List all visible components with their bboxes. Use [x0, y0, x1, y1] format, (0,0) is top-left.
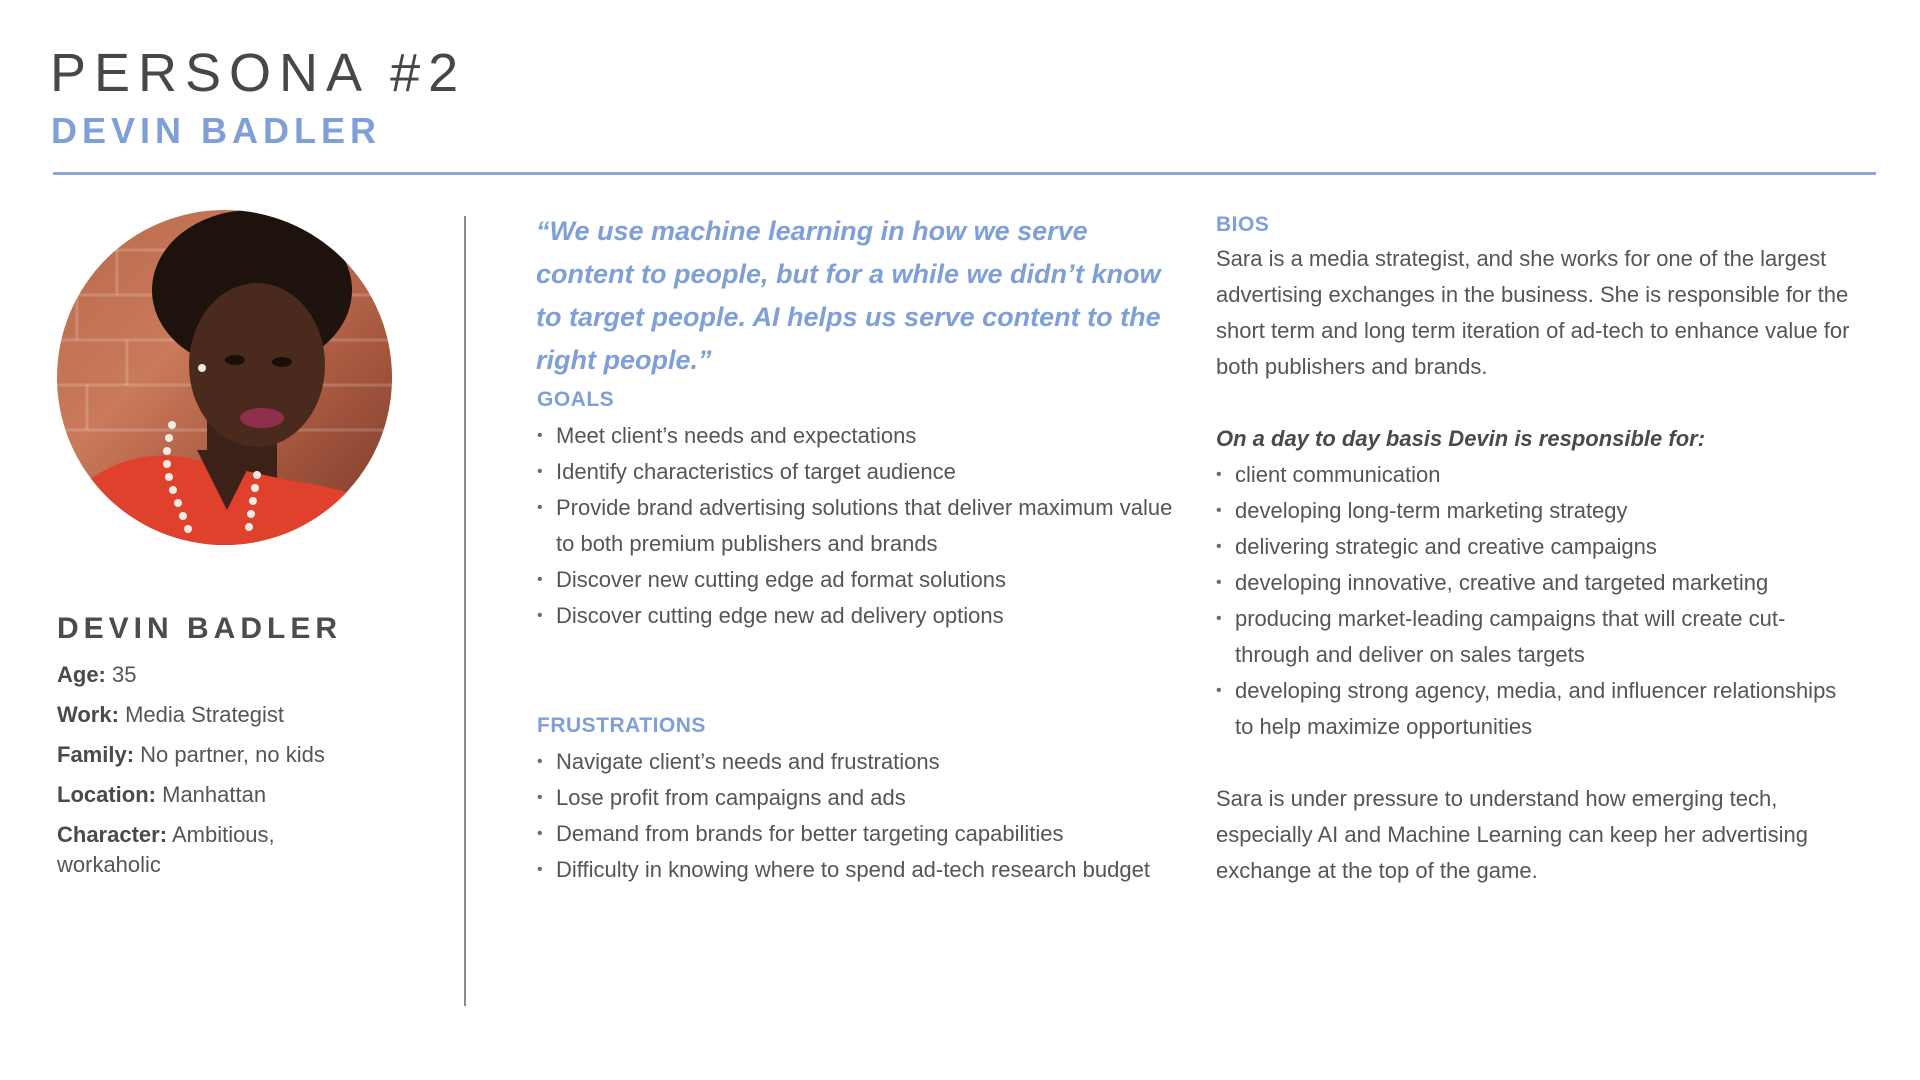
bios-closing-paragraph: Sara is under pressure to understand how emerging tech, especially AI and Machine Learning can keep her advertising exchange at the top of the game.	[1216, 786, 1808, 883]
bios-title: BIOS	[1216, 213, 1270, 236]
frustrations-list	[537, 744, 1177, 888]
list-item: • Lose profit from campaigns and ads	[537, 780, 1177, 816]
bios-paragraph: Sara is a media strategist, and she works for one of the largest advertising exchanges in the business. She is responsible for the short term and long term iteration of ad-tech to enhance value for both publishers and brands.	[1216, 246, 1850, 379]
list-item: • Difficulty in knowing where to spend ad-tech research budget	[537, 852, 1177, 888]
column-divider	[464, 216, 466, 1006]
list-item: • developing long-term marketing strategy	[1216, 493, 1856, 529]
fact-label: Character:	[57, 822, 168, 847]
list-item: • developing strong agency, media, and influencer relationships to help maximize opportunities	[1216, 673, 1856, 745]
persona-quote: “We use machine learning in how we serve content to people, but for a while we didn’t know to target people. AI helps us serve content to the right people.”	[536, 216, 1161, 375]
list-item: • client communication	[1216, 457, 1856, 493]
fact-work	[57, 700, 377, 730]
goals-list	[537, 418, 1177, 634]
list-item: • Meet client’s needs and expectations	[537, 418, 1177, 454]
list-item: • Navigate client’s needs and frustrations	[537, 744, 1177, 780]
list-item: • Discover cutting edge new ad delivery options	[537, 598, 1177, 634]
list-item: • Provide brand advertising solutions that deliver maximum value to both premium publishers and brands	[537, 490, 1177, 562]
fact-value: 35	[112, 662, 137, 687]
profile-name: DEVIN BADLER	[57, 612, 343, 645]
fact-value: Ambitious, workaholic	[57, 822, 275, 877]
bios-section	[1216, 213, 1856, 889]
daily-responsibilities-heading: On a day to day basis Devin is responsible for:	[1216, 426, 1706, 451]
fact-value: Media Strategist	[125, 702, 285, 727]
fact-family	[57, 740, 377, 770]
list-item: • producing market-leading campaigns that will create cut-through and deliver on sales targets	[1216, 601, 1856, 673]
fact-character	[57, 820, 317, 880]
frustrations-title: FRUSTRATIONS	[537, 714, 706, 737]
header-rule	[53, 172, 1876, 175]
list-item: • developing innovative, creative and targeted marketing	[1216, 565, 1856, 601]
goals-section	[537, 388, 1177, 634]
list-item: • delivering strategic and creative campaigns	[1216, 529, 1856, 565]
profile-photo	[57, 210, 392, 545]
fact-value: No partner, no kids	[140, 742, 325, 767]
fact-age	[57, 660, 377, 690]
persona-kicker: PERSONA #2	[50, 43, 467, 103]
daily-responsibilities-list	[1216, 457, 1856, 745]
list-item: • Identify characteristics of target audience	[537, 454, 1177, 490]
persona-name-header: DEVIN BADLER	[51, 110, 382, 151]
list-item: • Discover new cutting edge ad format solutions	[537, 562, 1177, 598]
fact-value: Manhattan	[162, 782, 267, 807]
frustrations-section	[537, 714, 1177, 888]
fact-label: Work:	[57, 702, 119, 727]
fact-location	[57, 780, 377, 810]
list-item: • Demand from brands for better targeting capabilities	[537, 816, 1177, 852]
fact-label: Family:	[57, 742, 135, 767]
portrait-illustration	[57, 210, 392, 545]
goals-title: GOALS	[537, 388, 615, 411]
fact-label: Age:	[57, 662, 106, 687]
fact-label: Location:	[57, 782, 156, 807]
